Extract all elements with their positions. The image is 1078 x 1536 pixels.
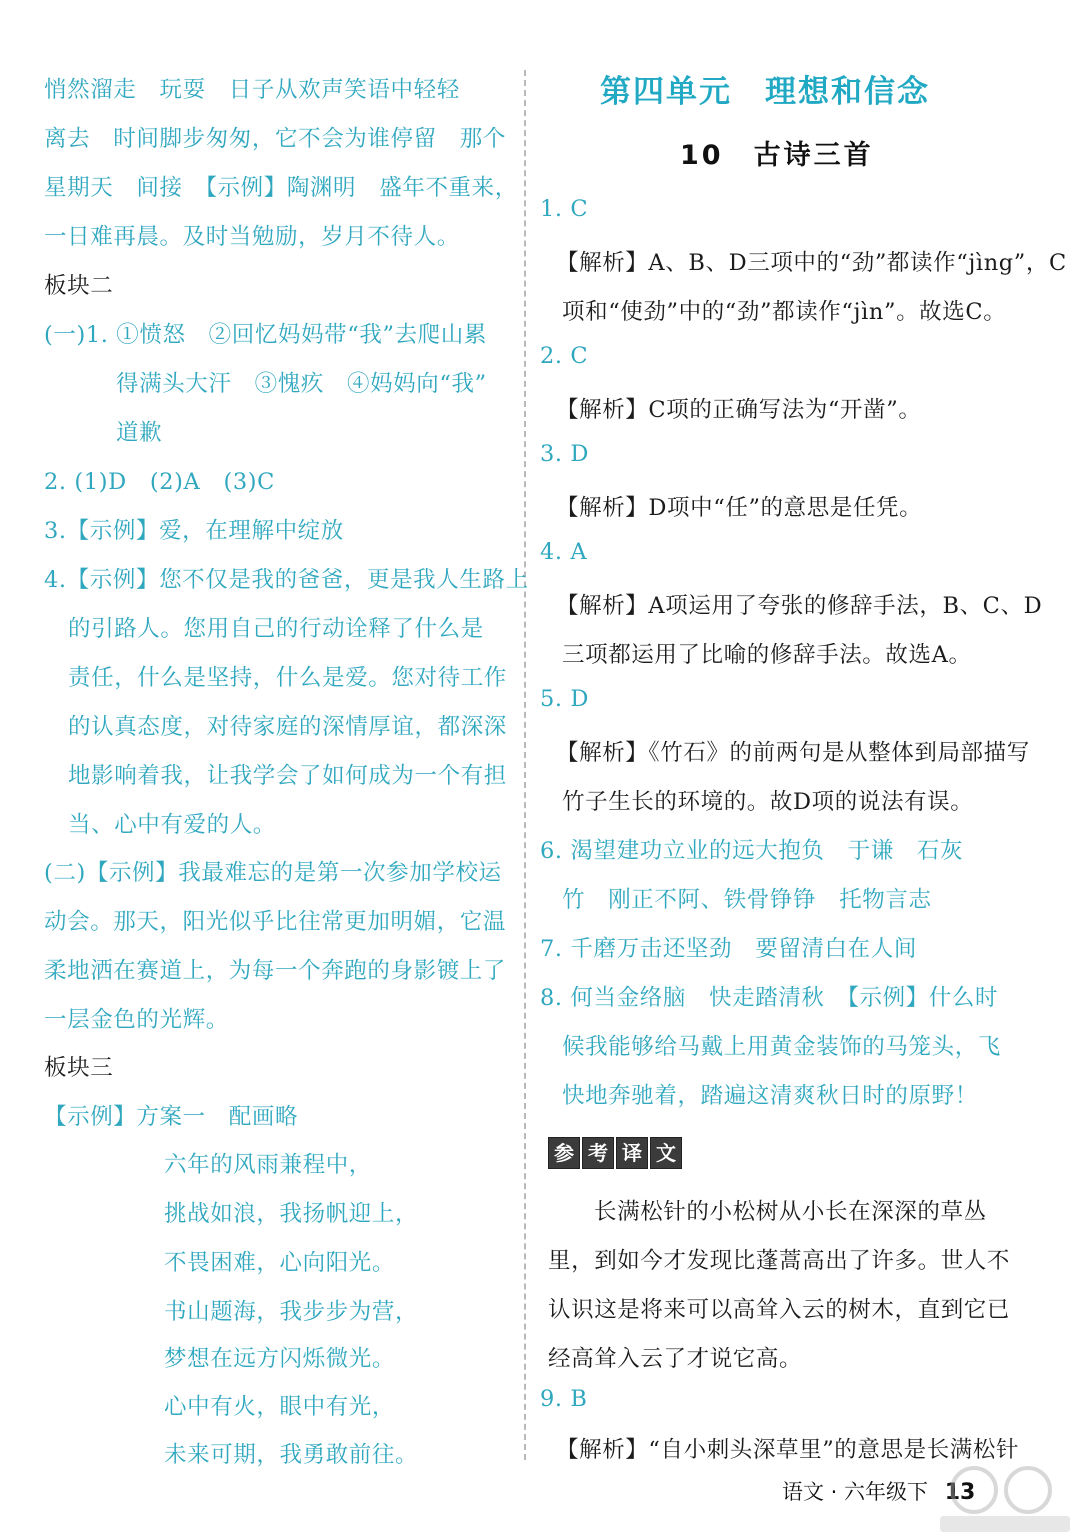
unit-title: 第四单元 理想和信念 [600, 74, 930, 110]
left-text-line: 4.【示例】您不仅是我的爸爸，更是我人生路上 [44, 567, 529, 593]
left-text-line: 一日难再晨。及时当勉励，岁月不待人。 [44, 224, 460, 250]
badge-char: 译 [616, 1137, 648, 1169]
left-text-line: 六年的风雨兼程中， [164, 1152, 372, 1178]
left-text-line: 动会。那天，阳光似乎比往常更加明媚，它温 [44, 909, 507, 935]
right-text-line: 【解析】“自小刺头深草里”的意思是长满松针 [556, 1437, 1020, 1463]
right-text-line: 【解析】A、B、D三项中的“劲”都读作“jìng”，C [556, 250, 1067, 276]
right-text-line: 里，到如今才发现比蓬蒿高出了许多。世人不 [548, 1248, 1011, 1274]
lesson-title: 10 古诗三首 [680, 140, 874, 171]
left-text-line: 道歉 [116, 420, 163, 446]
right-text-line: 竹子生长的环境的。故D项的说法有误。 [562, 789, 974, 815]
left-text-line: 梦想在远方闪烁微光。 [164, 1346, 396, 1372]
left-text-line: 当、心中有爱的人。 [68, 812, 276, 838]
left-text-line: 心中有火，眼中有光， [164, 1394, 396, 1420]
watermark-logo-icon [930, 1462, 1078, 1536]
left-text-line: 柔地洒在赛道上，为每一个奔跑的身影镀上了 [44, 958, 507, 984]
badge-char: 文 [650, 1137, 682, 1169]
right-text-line: 1. C [540, 196, 589, 222]
reference-translation-badge [548, 1137, 682, 1169]
right-text-line: 2. C [540, 343, 589, 369]
right-text-line: 竹 刚正不阿、铁骨铮铮 托物言志 [562, 887, 932, 913]
badge-char: 参 [548, 1137, 580, 1169]
left-text-line: 责任，什么是坚持，什么是爱。您对待工作 [68, 665, 507, 691]
badge-char: 考 [582, 1137, 614, 1169]
left-text-line: 的引路人。您用自己的行动诠释了什么是 [68, 616, 484, 642]
left-text-line: 得满头大汗 ③愧疚 ④妈妈向“我” [116, 371, 487, 397]
left-text-line: 一层金色的光辉。 [44, 1007, 229, 1033]
left-text-line: 未来可期，我勇敢前往。 [164, 1442, 419, 1468]
right-text-line: 【解析】D项中“任”的意思是任凭。 [556, 495, 923, 521]
right-text-line: 4. A [540, 539, 588, 565]
left-text-line: 离去 时间脚步匆匆，它不会为谁停留 那个 [44, 126, 507, 152]
left-text-line: 的认真态度，对待家庭的深情厚谊，都深深 [68, 714, 507, 740]
right-text-line: 3. D [540, 441, 590, 467]
left-text-line: 书山题海，我步步为营， [164, 1299, 419, 1325]
page-number: 13 [944, 1480, 976, 1505]
right-text-line: 6. 渴望建功立业的远大抱负 于谦 石灰 [540, 838, 964, 864]
left-text-line: 板块二 [44, 273, 114, 299]
right-text-line: 三项都运用了比喻的修辞手法。故选A。 [562, 642, 972, 668]
left-text-line: 3.【示例】爱，在理解中绽放 [44, 518, 344, 544]
right-text-line: 9. B [540, 1386, 588, 1412]
left-text-line: 星期天 间接 【示例】陶渊明 盛年不重来， [44, 175, 518, 201]
left-text-line: 【示例】方案一 配画略 [44, 1104, 299, 1130]
left-text-line: 不畏困难，心向阳光。 [164, 1250, 396, 1276]
left-text-line: 板块三 [44, 1055, 114, 1081]
footer-subject: 语文 · 六年级下 [782, 1480, 929, 1504]
left-text-line: 挑战如浪，我扬帆迎上， [164, 1201, 419, 1227]
right-text-line: 5. D [540, 686, 590, 712]
right-text-line: 【解析】A项运用了夸张的修辞手法，B、C、D [556, 593, 1043, 619]
left-text-line: (一)1. ①愤怒 ②回忆妈妈带“我”去爬山累 [44, 322, 487, 348]
right-text-line: 7. 千磨万击还坚劲 要留清白在人间 [540, 936, 917, 962]
right-text-line: 快地奔驰着，踏遍这清爽秋日时的原野！ [562, 1083, 978, 1109]
left-text-line: 地影响着我，让我学会了如何成为一个有担 [68, 763, 507, 789]
right-text-line: 8. 何当金络脑 快走踏清秋 【示例】什么时 [540, 985, 999, 1011]
right-text-line: 长满松针的小松树从小长在深深的草丛 [594, 1199, 987, 1225]
right-text-line: 【解析】《竹石》的前两句是从整体到局部描写 [556, 740, 1030, 766]
left-text-line: 悄然溜走 玩耍 日子从欢声笑语中轻轻 [44, 77, 460, 103]
column-divider [524, 70, 526, 1460]
left-text-line: (二)【示例】我最难忘的是第一次参加学校运 [44, 860, 502, 886]
left-text-line: 2. (1)D (2)A (3)C [44, 469, 275, 495]
right-text-line: 认识这是将来可以高耸入云的树木，直到它已 [548, 1297, 1011, 1323]
right-text-line: 项和“使劲”中的“劲”都读作“jìn”。故选C。 [562, 299, 1007, 325]
right-text-line: 候我能够给马戴上用黄金装饰的马笼头，飞 [562, 1034, 1001, 1060]
right-text-line: 经高耸入云了才说它高。 [548, 1346, 803, 1372]
right-text-line: 【解析】C项的正确写法为“开凿”。 [556, 397, 922, 423]
